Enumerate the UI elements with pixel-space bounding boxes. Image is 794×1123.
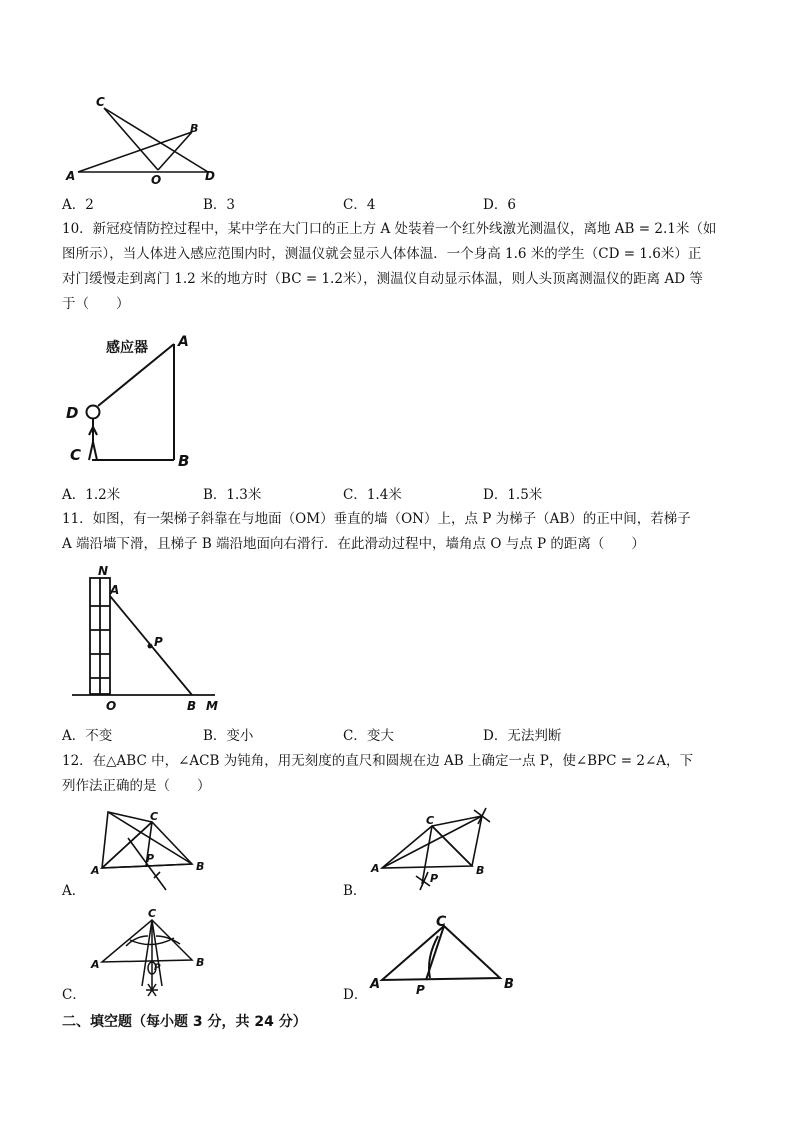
q12-option-c-label[interactable]: C． xyxy=(62,987,86,1003)
q9-option-b[interactable]: B．3 xyxy=(203,197,236,213)
q11-stem-line-1: 11．如图，有一架梯子斜靠在与地面（OM）垂直的墙（ON）上，点 P 为梯子（AB）的正中间，若梯子 xyxy=(62,511,691,527)
q9-label-O: O xyxy=(151,173,162,187)
q11-option-c[interactable]: C．变大 xyxy=(343,728,394,744)
q12-figure-d xyxy=(368,914,518,996)
q12c-label-A: A xyxy=(91,958,100,971)
q11-label-N: N xyxy=(98,564,109,578)
q11-option-b[interactable]: B．变小 xyxy=(203,728,254,744)
q10-label-A: A xyxy=(178,334,189,350)
q10-stem-line-4: 于（ ） xyxy=(62,296,130,312)
q9-label-B: B xyxy=(190,122,199,135)
q12-option-a-label[interactable]: A． xyxy=(62,883,86,899)
q12c-label-C: C xyxy=(148,907,157,920)
q9-option-d[interactable]: D．6 xyxy=(483,197,516,213)
q12b-label-C: C xyxy=(426,814,435,827)
q12-option-b-label[interactable]: B． xyxy=(343,883,367,899)
q12d-label-P: P xyxy=(416,983,425,997)
q10-stem-line-3: 对门缓慢走到离门 1.2 米的地方时（BC = 1.2米），测温仪自动显示体温，则人头顶离测温仪的距离 AD 等 xyxy=(62,271,703,287)
q12b-label-B: B xyxy=(476,864,485,877)
q12-option-d-label[interactable]: D． xyxy=(343,987,368,1003)
q11-label-B: B xyxy=(187,699,197,713)
q12a-label-C: C xyxy=(150,810,159,823)
q11-label-P: P xyxy=(154,635,163,649)
q9-label-A: A xyxy=(66,169,76,183)
q12d-label-B: B xyxy=(504,977,514,992)
q11-stem-line-2: A 端沿墙下滑，且梯子 B 端沿地面向右滑行．在此滑动过程中，墙角点 O 与点 P 的距离（ ） xyxy=(62,536,645,552)
q12b-label-P: P xyxy=(430,872,439,885)
q10-figure xyxy=(60,330,210,470)
q12d-label-A: A xyxy=(370,977,381,992)
q12-stem-line-1: 12．在△ABC 中，∠ACB 为钝角，用无刻度的直尺和圆规在边 AB 上确定一点 P，使∠BPC = 2∠A，下 xyxy=(62,753,694,769)
q10-stem-line-1: 10．新冠疫情防控过程中，某中学在大门口的正上方 A 处装着一个红外线激光测温仪，离地 AB = 2.1米（如 xyxy=(62,221,717,237)
q12d-label-C: C xyxy=(436,914,447,930)
q11-option-d[interactable]: D．无法判断 xyxy=(483,728,562,744)
q10-label-C: C xyxy=(70,446,82,464)
q12b-label-A: A xyxy=(371,862,380,875)
q12-stem-line-2: 列作法正确的是（ ） xyxy=(62,778,211,794)
q9-option-c[interactable]: C．4 xyxy=(343,197,376,213)
q10-label-sensor: 感应器 xyxy=(106,340,148,356)
q12-figure-c xyxy=(88,906,218,998)
q10-option-c[interactable]: C．1.4米 xyxy=(343,487,402,503)
q12a-label-P: P xyxy=(146,852,155,865)
q11-option-a[interactable]: A．不变 xyxy=(62,728,113,744)
q9-label-C: C xyxy=(96,95,105,109)
q9-label-D: D xyxy=(205,169,215,183)
q12a-label-B: B xyxy=(196,860,205,873)
q12c-label-P: P xyxy=(154,963,161,973)
q11-label-O: O xyxy=(106,699,117,713)
section-heading-fill-in: 二、填空题（每小题 3 分，共 24 分） xyxy=(62,1014,307,1030)
q10-option-b[interactable]: B．1.3米 xyxy=(203,487,262,503)
q10-stem-line-2: 图所示），当人体进入感应范围内时，测温仪就会显示人体体温．一个身高 1.6 米的学生（CD = 1.6米）正 xyxy=(62,246,702,262)
q11-label-M: M xyxy=(206,699,218,713)
q10-label-D: D xyxy=(66,404,79,422)
q9-figure xyxy=(60,92,230,187)
q12c-label-B: B xyxy=(196,956,205,969)
q11-label-A: A xyxy=(110,583,120,597)
q11-figure xyxy=(60,566,230,716)
q12-figure-b xyxy=(368,804,508,892)
q10-label-B: B xyxy=(178,452,190,470)
q9-option-a[interactable]: A．2 xyxy=(62,197,94,213)
q12a-label-A: A xyxy=(91,864,100,877)
q12-figure-a xyxy=(88,806,218,894)
q10-option-d[interactable]: D．1.5米 xyxy=(483,487,543,503)
q10-option-a[interactable]: A．1.2米 xyxy=(62,487,121,503)
